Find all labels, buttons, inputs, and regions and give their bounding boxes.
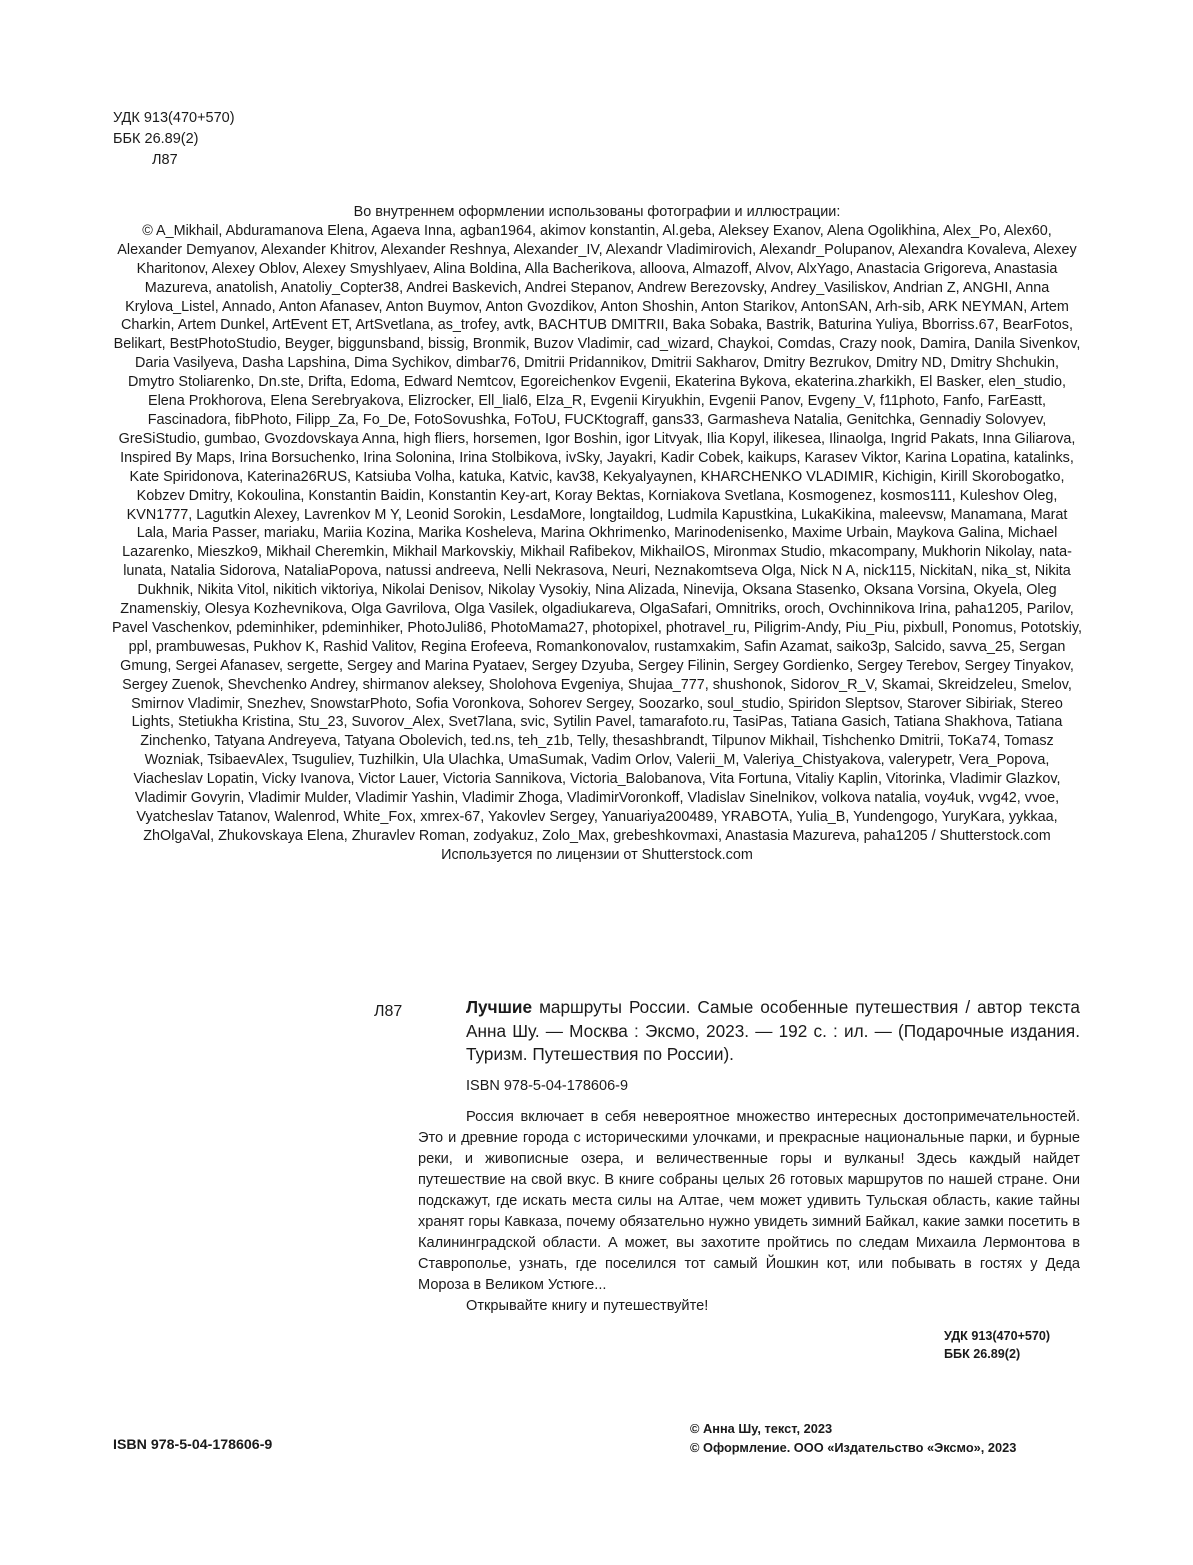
- bibliographic-description: [466, 996, 1080, 1067]
- credits-intro: Во внутреннем оформлении использованы фотографии и иллюстрации:: [353, 204, 841, 220]
- credits-license: Используется по лицензии от Shutterstock.com: [441, 846, 753, 863]
- biblio-title-bold: Лучшие: [466, 997, 533, 1017]
- biblio-isbn: ISBN 978-5-04-178606-9: [466, 1078, 629, 1094]
- annotation: [418, 1107, 1080, 1317]
- photo-credits: [110, 203, 1084, 865]
- udk-code: УДК 913(470+570): [113, 110, 235, 126]
- biblio-author-mark: Л87: [374, 1003, 403, 1020]
- bbk-code-right: ББК 26.89(2): [944, 1347, 1021, 1361]
- copyright-text: © Анна Шу, текст, 2023: [690, 1421, 833, 1436]
- copyright-block: [690, 1420, 1016, 1457]
- copyright-design: © Оформление. ООО «Издательство «Эксмо», 2023: [690, 1439, 1017, 1455]
- biblio-rest: маршруты России. Самые особенные путешествия / автор текста Анна Шу. — Москва : Эксмо, 2023. — 192 с. : ил. — (Подарочные издания. Туризм. Путешествия по России).: [466, 997, 1080, 1064]
- annotation-closing: Открывайте книгу и путешествуйте!: [466, 1298, 709, 1314]
- top-classification-codes: [113, 108, 235, 171]
- author-mark: Л87: [152, 152, 178, 168]
- udk-code-right: УДК 913(470+570): [944, 1329, 1051, 1343]
- credits-names: © A_Mikhail, Abduramanova Elena, Agaeva Inna, agban1964, akimov konstantin, Al.geba, Aleksey Exanov, Alena Ogolikhina, Alex_Po, Alex60, Alexander Demyanov, Alexander Khitrov, Alexander Reshnya, Alexander_IV, Alexandr Vladimirovich, Alexandr_Polupanov, Alexandra Kovaleva, Alexey Kharitonov, Alexey Oblov, Alexey Smyshlyaev, Alina Boldina, Alla Bacherikova, alloova, Almazoff, Alvov, AlxYago, Anastacia Grigoreva, Anastasia Mazureva, anatolish, Anatoliy_Copter38, Andrei Baskevich, Andrei Stepanov, Andrew Berezovsky, Andrey_Vasiliskov, Andrian Z, ANGHI, Anna Krylova_Listel, Annado, Anton Afanasev, Anton Buymov, Anton Gvozdikov, Anton Shoshin, Anton Starikov, AntonSAN, Arh-sib, ARK NEYMAN, Artem Charkin, Artem Dunkel, ArtEvent ET, ArtSvetlana, as_trofey, avtk, BACHTUB DMITRII, Baka Sobaka, Bastrik, Baturina Yuliya, Bborriss.67, BearFotos, Belikart, BestPhotoStudio, Beyger, biggunsband, bissig, Bronmik, Buzov Vladimir, cad_wizard, Chaykoi, Comdas, Crazy nook, Damira, Danila Sivenkov, Daria Vasilyeva, Dasha Lapshina, Dima Sychikov, dimbar76, Dmitrii Pridannikov, Dmitrii Sakharov, Dmitry Bezrukov, Dmitry ND, Dmitry Shchukin, Dmytro Stoliarenko, Dn.ste, Drifta, Edoma, Edward Nemtcov, Egoreichenkov Evgenii, Ekaterina Bykova, ekaterina.zharkikh, El Basker, elen_studio, Elena Prokhorova, Elena Serebryakova, Elizrocker, Ell_lial6, Elza_R, Evgenii Kiryukhin, Evgenii Panov, Evgeny_V, f11photo, Fanfo, FarEastt, Fascinadora, fibPhoto, Filipp_Za, Fo_De, FotoSovushka, FoToU, FUCKtograff, gans33, Garmasheva Natalia, Genitchka, Gennadiy Solovyev, GreSiStudio, gumbao, Gvozdovskaya Anna, high fliers, horsemen, Igor Boshin, igor Litvyak, Ilia Kopyl, ilikesea, Ilinaolga, Ingrid Pakats, Inna Giliarova, Inspired By Maps, Irina Borsuchenko, Irina Solonina, Irina Stolbikova, ivSky, Jayakri, Kadir Cobek, kaikups, Karasev Viktor, Karina Lopatina, katalinks, Kate Spiridonova, Katerina26RUS, Katsiuba Volha, katuka, Katvic, kav38, Kekyalyaynen, KHARCHENKO VLADIMIR, Kichigin, Kirill Skorobogatko, Kobzev Dmitry, Kokoulina, Konstantin Baidin, Konstantin Key-art, Koray Bektas, Korniakova Svetlana, Kosmogenez, kosmos111, Kuleshov Oleg, KVN1777, Lagutkin Alexey, Lavrenkov M Y, Leonid Sorokin, LesdaMore, longtaildog, Ludmila Kapustkina, LukaKikina, maleevsw, Manamana, Marat Lala, Maria Passer, mariaku, Mariia Kozina, Marika Kosheleva, Marina Okhrimenko, Marinodenisenko, Maxime Urbain, Maykova Galina, Michael Lazarenko, Mieszko9, Mikhail Cheremkin, Mikhail Markovskiy, Mikhail Rafibekov, MikhailOS, Mironmax Studio, mkacompany, Mukhorin Nikolay, nata-lunata, Natalia Sidorova, NataliaPopova, natussi andreeva, Nelli Nekrasova, Neuri, Neznakomtseva Olga, Nick N A, nick115, NickitaN, nika_st, Nikita Dukhnik, Nikita Vitol, nikitich viktoriya, Nikolai Denisov, Nikolay Vysokiy, Nina Alizada, Ninevija, Oksana Stasenko, Oksana Vorsina, Okyela, Oleg Znamenskiy, Olesya Kozhevnikova, Olga Gavrilova, Olga Vasilek, olgadiukareva, OlgaSafari, Omnitriks, oroch, Ovchinnikova Irina, paha1205, Parilov, Pavel Vaschenkov, pdeminhiker, pdeminhiker, PhotoJuli86, PhotoMama27, photopixel, photravel_ru, Piligrim-Andy, Piu_Piu, pixbull, Ponomus, Pototskiy, ppl, prambuwesas, Pukhov K, Rashid Valitov, Regina Erofeeva, Romankonovalov, rustamxakim, Safin Azamat, saiko3p, Salcido, savva_25, Sergan Gmung, Sergei Afanasev, sergette, Sergey and Marina Pyataev, Sergey Dzyuba, Sergey Filinin, Sergey Gordienko, Sergey Terebov, Sergey Tinyakov, Sergey Zuenok, Shevchenko Andrey, shirmanov aleksey, Sholohova Evgeniya, Shujaa_777, shushonok, Sidorov_R_V, Skamai, Skreidzeleu, Smelov, Smirnov Vladimir, Snezhev, SnowstarPhoto, Sofia Voronkova, Sohorev Sergey, Soozarko, soul_studio, Spiridon Sleptsov, Starover Sibiriak, Stereo Lights, Stetiukha Kristina, Stu_23, Suvorov_Alex, Svet7lana, svic, Sytilin Pavel, tamarafoto.ru, TasiPas, Tatiana Gasich, Tatiana Shakhova, Tatiana Zinchenko, Tatyana Andreyeva, Tatyana Obolevich, ted.ns, teh_z1b, Telly, thesashbrandt, Tilpunov Mikhail, Tishchenko Dmitrii, ToKa74, Tomasz Wozniak, TsibaevAlex, Tsuguliev, Tuzhilkin, Ula Ulachka, UmaSumak, Vadim Orlov, Valerii_M, Valeriya_Chistyakova, valerypetr, Vera_Popova, Viacheslav Lopatin, Vicky Ivanova, Victor Lauer, Victoria Sannikova, Victoria_Balobanova, Vita Fortuna, Vitaliy Kaplin, Vitorinka, Vladimir Glazkov, Vladimir Govyrin, Vladimir Mulder, Vladimir Yashin, Vladimir Zhoga, VladimirVoronkoff, Vladislav Sinelnikov, volkova natalia, voy4uk, vvg42, vvoe, Vyatcheslav Tatanov, Walenrod, White_Fox, xmrex-67, Yakovlev Sergey, Yanuariya200489, YRABOTA, Yulia_B, Yundengogo, YuryKara, yykkaa, ZhOlgaVal, Zhukovskaya Elena, Zhuravlev Roman, zodyakuz, Zolo_Max, grebeshkovmaxi, Anastasia Mazureva, paha1205 / Shutterstock.com: [111, 222, 1082, 844]
- annotation-paragraph: Россия включает в себя невероятное множество интересных достопримечательностей. Это и древние города с историческими улочками, и прекрасные национальные парки, и бурные реки, и живописные озера, и величественные горы и вулканы! Здесь каждый найдет путешествие на свой вкус. В книге собраны целых 26 готовых маршрутов по нашей стране. Они подскажут, где искать места силы на Алтае, чем может удивить Тульская область, какие тайны хранят горы Кавказа, почему обязательно нужно увидеть зимний Байкал, какие замки посетить в Калининградской области. А может, вы захотите пройтись по следам Михаила Лермонтова в Ставрополье, узнать, где поселился тот самый Йошкин кот, или побывать в гостях у Деда Мороза в Великом Устюге...: [418, 1109, 1080, 1293]
- classification-codes-right: [944, 1327, 1050, 1363]
- bbk-code: ББК 26.89(2): [113, 131, 199, 147]
- isbn-bottom: ISBN 978-5-04-178606-9: [113, 1437, 273, 1453]
